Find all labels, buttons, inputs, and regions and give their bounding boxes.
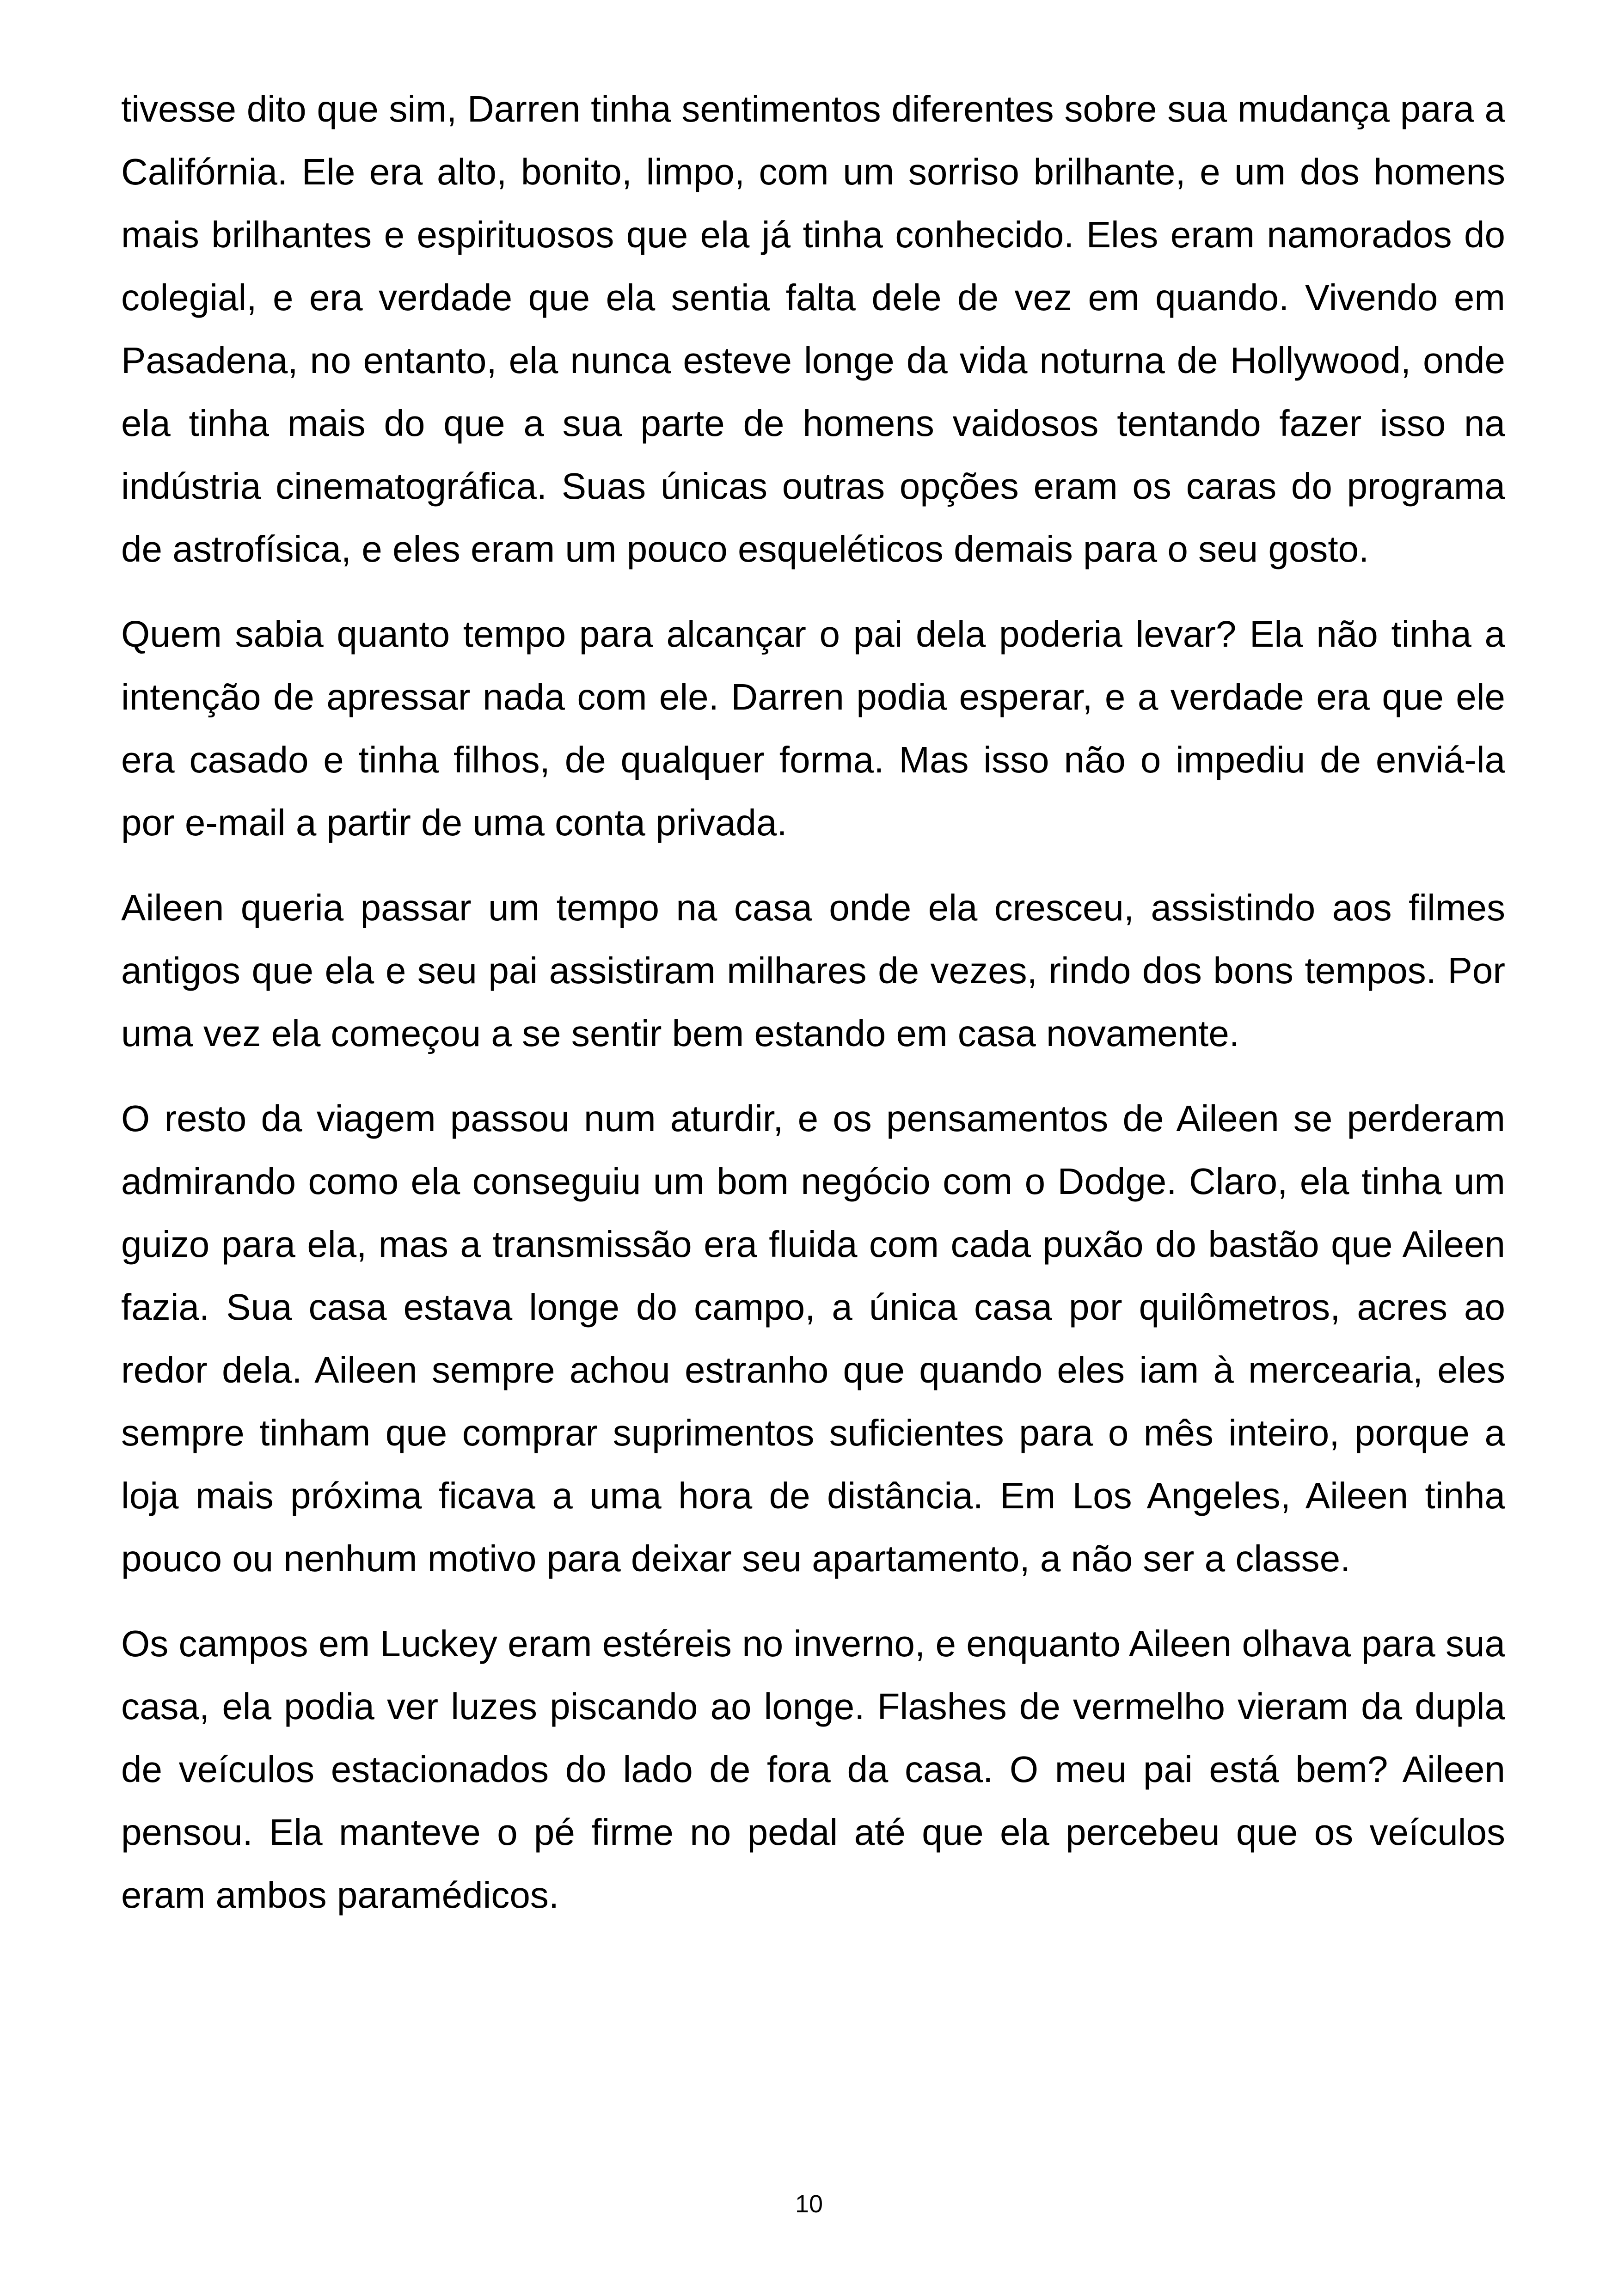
paragraph: tivesse dito que sim, Darren tinha sentimentos diferentes sobre sua mudança para a Califórnia. Ele era alto, bonito, limpo, com um sorriso brilhante, e um dos homens mais brilhantes e espirituosos que ela já tinha conhecido. Eles eram namorados do colegial, e era verdade que ela sentia falta dele de vez em quando. Vivendo em Pasadena, no entanto, ela nunca esteve longe da vida noturna de Hollywood, onde ela tinha mais do que a sua parte de homens vaidosos tentando fazer isso na indústria cinematográfica. Suas únicas outras opções eram os caras do programa de astrofísica, e eles eram um pouco esqueléticos demais para o seu gosto. — [121, 88, 1505, 569]
page-number: 10 — [795, 2190, 823, 2218]
body-text — [121, 78, 1505, 1949]
paragraph: O resto da viagem passou num aturdir, e os pensamentos de Aileen se perderam admirando como ela conseguiu um bom negócio com o Dodge. Claro, ela tinha um guizo para ela, mas a transmissão era fluida com cada puxão do bastão que Aileen fazia. Sua casa estava longe do campo, a única casa por quilômetros, acres ao redor dela. Aileen sempre achou estranho que quando eles iam à mercearia, eles sempre tinham que comprar suprimentos suficientes para o mês inteiro, porque a loja mais próxima ficava a uma hora de distância. Em Los Angeles, Aileen tinha pouco ou nenhum motivo para deixar seu apartamento, a não ser a classe. — [121, 1098, 1505, 1579]
paragraph: Aileen queria passar um tempo na casa onde ela cresceu, assistindo aos filmes antigos que ela e seu pai assistiram milhares de vezes, rindo dos bons tempos. Por uma vez ela começou a se sentir bem estando em casa novamente. — [121, 887, 1505, 1054]
paragraph: Quem sabia quanto tempo para alcançar o pai dela poderia levar? Ela não tinha a intenção de apressar nada com ele. Darren podia esperar, e a verdade era que ele era casado e tinha filhos, de qualquer forma. Mas isso não o impediu de enviá-la por e-mail a partir de uma conta privada. — [121, 613, 1505, 843]
paragraph: Os campos em Luckey eram estéreis no inverno, e enquanto Aileen olhava para sua casa, ela podia ver luzes piscando ao longe. Flashes de vermelho vieram da dupla de veículos estacionados do lado de fora da casa. O meu pai está bem? Aileen pensou. Ela manteve o pé firme no pedal até que ela percebeu que os veículos eram ambos paramédicos. — [121, 1623, 1505, 1916]
